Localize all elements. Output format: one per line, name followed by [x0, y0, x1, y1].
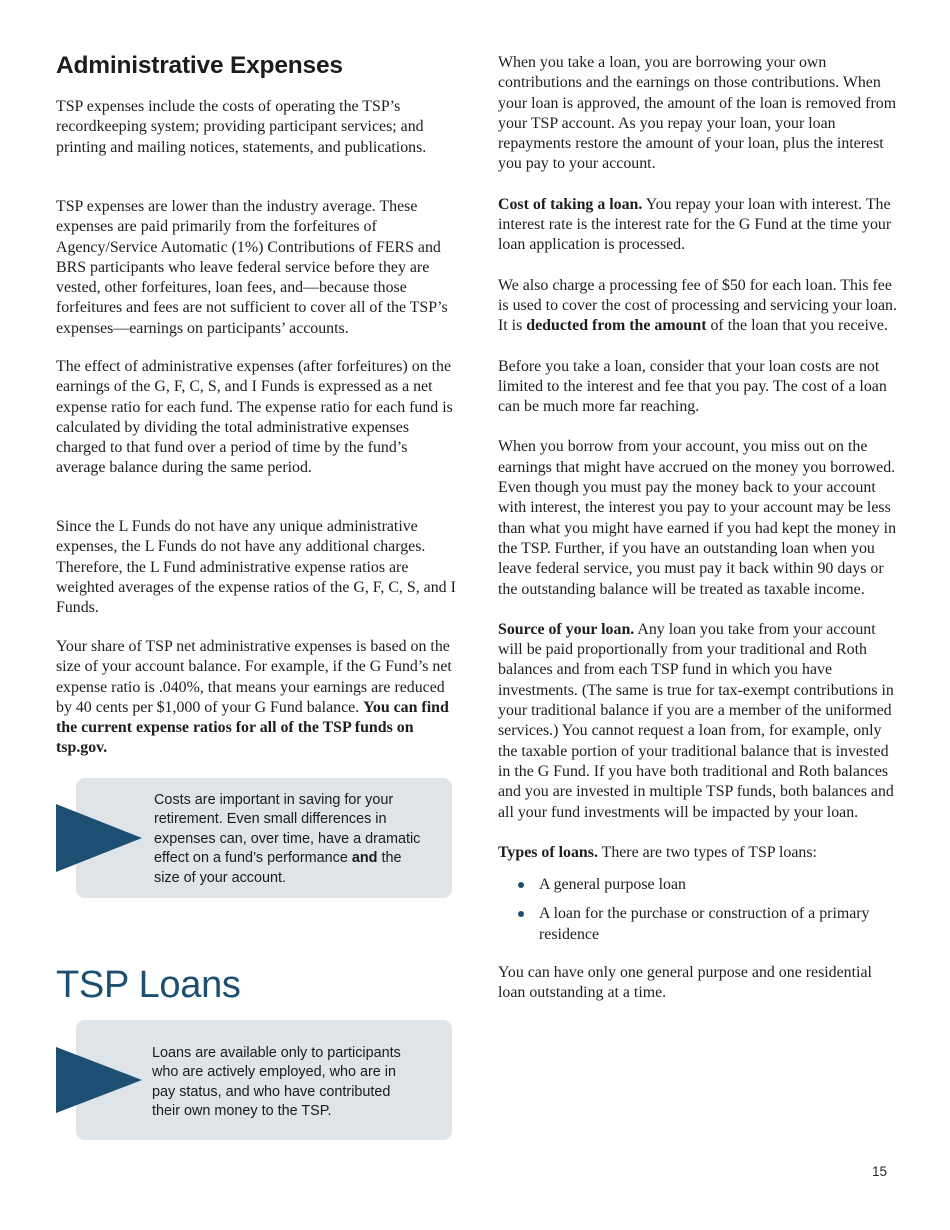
list-item — [498, 904, 898, 945]
bullet-icon — [518, 911, 524, 917]
loan-consider-paragraph: Before you take a loan, consider that your loan costs are not limited to the interest and fee that you pay. The cost of a loan can be much more far reaching. — [498, 357, 887, 416]
loan-intro-paragraph: When you take a loan, you are borrowing your own contributions and the earnings on those contributions. When your loan is approved, the amount of the loan is removed from your TSP account. As you repay your loan, your loan repayments restore the amount of your loan, plus the interest you pay to your account. — [498, 54, 897, 173]
admin-paragraph-5 — [56, 637, 456, 759]
bullet-icon — [518, 882, 524, 888]
loan-type-label: A general purpose loan — [539, 876, 686, 894]
loan-closing-paragraph: You can have only one general purpose and one residential loan outstanding at a time. — [498, 963, 872, 1002]
tsp-loans-heading: TSP Loans — [56, 964, 241, 1006]
admin-paragraph-3: The effect of administrative expenses (after forfeitures) on the earnings of the G, F, C, S, and I Funds is expressed as a net expense ratio for each fund. The expense ratio for each fund is calculated by dividing the total administrative expenses charged to that fund over a period of time by the fund’s average balance during the same period. — [56, 358, 453, 477]
loan-cost-text: You repay your loan with interest. The interest rate is the interest rate for the G Fund at the time your loan application is processed. — [498, 195, 892, 254]
costs-callout-post: the size of your account. — [154, 850, 402, 886]
loan-source-label: Source of your loan. — [498, 620, 635, 638]
admin-paragraph-4: Since the L Funds do not have any unique administrative expenses, the L Funds do not have any additional charges. Therefore, the L Fund administrative expense ratios are weighted averages of the expense ratios of the G, F, C, S, and I Funds. — [56, 518, 456, 617]
loan-type-label: A loan for the purchase or construction of a primary residence — [539, 905, 870, 943]
loan-types-list — [498, 875, 898, 945]
loan-source-text: Any loan you take from your account will be paid proportionally from your traditional and Roth balances and from each TSP fund in which you have investments. (The same is true for tax-exempt contributions in your traditional balance if you are a member of the uniformed services.) You cannot request a loan from, for example, only the taxable portion of your traditional balance that is invested in the G Fund. If you have both traditional and Roth balances and you are invested in multiple TSP funds, both balances and all your fund investments will be impacted by your loan. — [498, 620, 894, 821]
admin-paragraph-5-emphasis: You can find the current expense ratios for all of the TSP funds on tsp.gov. — [56, 698, 449, 757]
page-number: 15 — [872, 1164, 888, 1179]
admin-expenses-heading: Administrative Expenses — [56, 52, 343, 79]
loan-types-paragraph — [498, 843, 898, 863]
loan-fee-pre: We also charge a processing fee of $50 for each loan. This fee is used to cover the cost of processing and servicing your loan. It is — [498, 276, 897, 335]
right-column — [498, 53, 898, 1024]
costs-callout-bold: and — [351, 850, 378, 867]
loan-fee-paragraph — [498, 276, 898, 337]
loan-fee-bold: deducted from the amount — [526, 317, 707, 335]
costs-callout-text — [154, 791, 422, 888]
costs-callout-pre: Costs are important in saving for your retirement. Even small differences in expenses can, over time, have a dramatic effect on a fund’s performance — [154, 792, 421, 867]
play-arrow-icon — [56, 804, 142, 872]
play-arrow-icon — [56, 1047, 142, 1113]
loan-source-paragraph — [498, 620, 898, 823]
loan-cost-paragraph — [498, 195, 898, 256]
admin-paragraph-2: TSP expenses are lower than the industry average. These expenses are paid primarily from the forfeitures of Agency/Service Automatic (1%) Contributions of FERS and BRS participants who leave federal service before they are vested, other forfeitures, loan fees, and—because those forfeitures and fees are not sufficient to cover all of the TSP’s expenses—earnings on participants’ accounts. — [56, 198, 448, 337]
loans-callout-text: Loans are available only to participants who are actively employed, who are in pay status, and who have contributed their own money to the TSP. — [152, 1045, 401, 1120]
loan-cost-label: Cost of taking a loan. — [498, 195, 643, 213]
loan-types-text: There are two types of TSP loans: — [597, 843, 817, 861]
loan-fee-post: of the loan that you receive. — [706, 317, 888, 335]
admin-paragraph-5-text: Your share of TSP net administrative expenses is based on the size of your account balance. For example, if the G Fund’s net expense ratio is .040%, that means your earnings are reduced by 40 cents per $1,000 of your G Fund balance. — [56, 638, 452, 716]
loan-borrow-paragraph: When you borrow from your account, you miss out on the earnings that might have accrued on the money you borrowed. Even though you must pay the money back to your account with interest, the interest you pay to your account may be less than what you might have earned if you had kept the money in the TSP. Further, if you have an outstanding loan when you leave federal service, you must pay it back within 90 days or the outstanding balance will be treated as taxable income. — [498, 438, 897, 598]
list-item — [498, 875, 898, 895]
admin-paragraph-1: TSP expenses include the costs of operating the TSP’s recordkeeping system; providing participant services; and printing and mailing notices, statements, and publications. — [56, 98, 427, 156]
loan-types-label: Types of loans. — [498, 843, 598, 861]
